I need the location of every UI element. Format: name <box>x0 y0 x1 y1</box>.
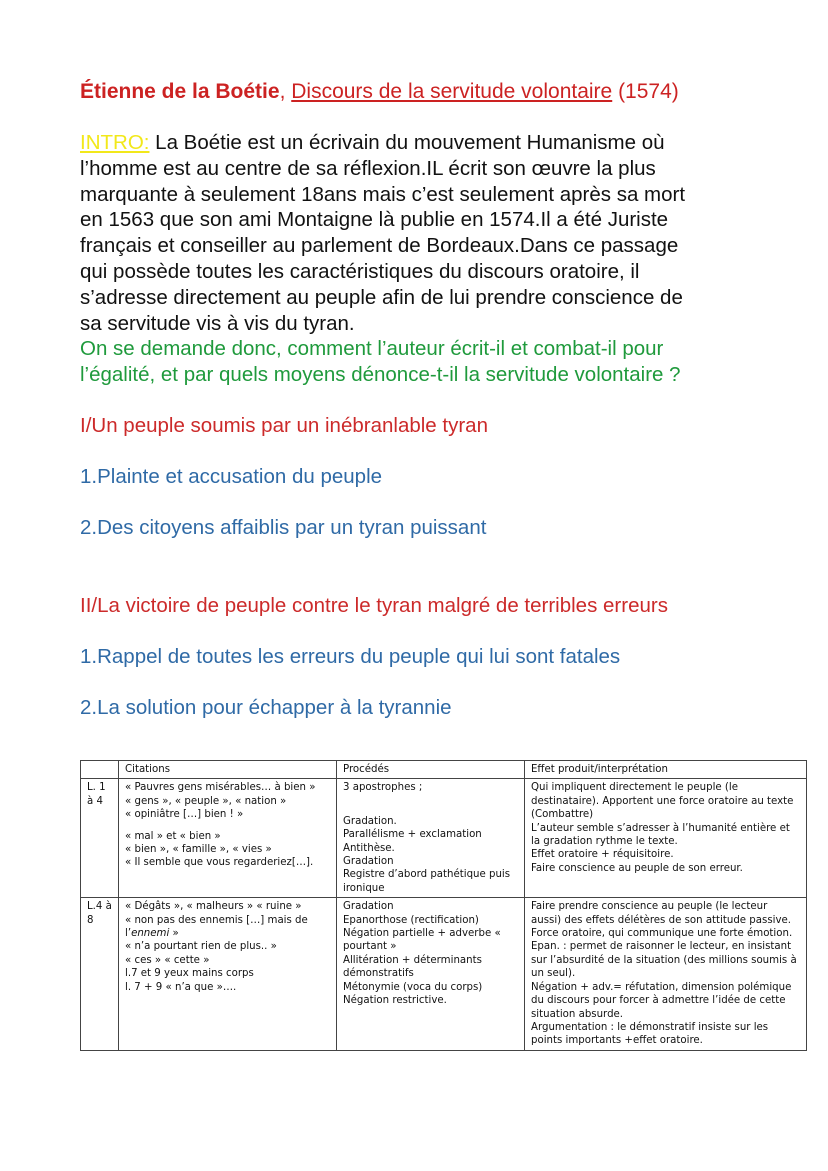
citation: l.7 et 9 yeux mains corps <box>125 968 254 980</box>
intro-line: français et conseiller au parlement de Bordeaux.Dans ce passage <box>80 234 679 258</box>
problematic-line: On se demande donc, comment l’auteur écrit-il et combat-il pour <box>80 337 664 361</box>
cell-citations <box>119 779 337 898</box>
document-title <box>80 80 679 104</box>
procede: Gradation. <box>343 815 397 827</box>
citation-text: « non pas des ennemis […] mais de l’ <box>125 914 308 940</box>
title-separator: , <box>279 80 292 103</box>
citation: « opiniâtre […] bien ! » <box>125 809 244 821</box>
procede: Métonymie (voca du corps) <box>343 981 483 993</box>
header-procedes: Procédés <box>337 761 525 779</box>
work-year: (1574) <box>612 80 679 103</box>
intro-line: La Boétie est un écrivain du mouvement Humanisme où <box>149 131 665 154</box>
effet: Qui impliquent directement le peuple (le destinataire). Apportent une force oratoire au texte (Combattre) <box>531 782 794 821</box>
effet: Faire prendre conscience au peuple (le lecteur aussi) des effets délétères de son attitude passive. Force oratoire, qui communique une forte émotion. <box>531 901 793 940</box>
citation: « mal » et « bien » <box>125 830 221 842</box>
line-ref: 8 <box>87 914 94 926</box>
effet: Négation + adv.= réfutation, dimension polémique du discours pour forcer à admettre l’idée de cette situation absurde. <box>531 981 792 1020</box>
author-name: Étienne de la Boétie <box>80 80 280 103</box>
cell-procedes <box>337 779 525 898</box>
line-ref: L.4 à <box>87 901 112 913</box>
intro-label: INTRO: <box>80 131 150 154</box>
table-header-row <box>81 761 807 779</box>
citation: l. 7 + 9 « n’a que »…. <box>125 981 237 993</box>
procede: Parallélisme + exclamation <box>343 829 482 841</box>
effet: Effet oratoire + réquisitoire. <box>531 849 674 861</box>
intro-line: s’adresse directement au peuple afin de lui prendre conscience de <box>80 285 683 309</box>
citation <box>125 914 330 941</box>
citation-italic: ennemi <box>131 928 170 940</box>
cell-effets <box>525 898 807 1050</box>
plan-part-2-sub-2: 2.La solution pour échapper à la tyrannie <box>80 696 452 719</box>
plan-part-1-sub-2: 2.Des citoyens affaiblis par un tyran puissant <box>80 516 487 539</box>
cell-citations <box>119 898 337 1050</box>
cell-lines <box>81 898 119 1050</box>
plan-part-2: II/La victoire de peuple contre le tyran malgré de terribles erreurs <box>80 594 668 617</box>
intro-line: marquante à seulement 18ans mais c’est seulement après sa mort <box>80 182 686 206</box>
effet: Epan. : permet de raisonner le lecteur, en insistant sur l’absurdité de la situation (des millions soumis à un seul). <box>531 941 797 980</box>
plan-part-1: I/Un peuple soumis par un inébranlable tyran <box>80 414 488 437</box>
procede: Antithèse. <box>343 842 395 854</box>
procede: Allitération + déterminants démonstratifs <box>343 954 482 980</box>
citation: « gens », « peuple », « nation » <box>125 795 287 807</box>
effet: Argumentation : le démonstratif insiste sur les points importants +effet oratoire. <box>531 1021 769 1047</box>
citation: « Dégâts », « malheurs » « ruine » <box>125 901 302 913</box>
procede: Négation restrictive. <box>343 995 447 1007</box>
procede: Epanorthose (rectification) <box>343 914 479 926</box>
analysis-table <box>80 760 807 1051</box>
plan-part-2-sub-1: 1.Rappel de toutes les erreurs du peuple qui lui sont fatales <box>80 645 621 668</box>
cell-lines <box>81 779 119 898</box>
citation: « Pauvres gens misérables… à bien » <box>125 782 316 794</box>
citation: « Il semble que vous regarderiez[…]. <box>125 857 314 869</box>
intro-paragraph <box>80 130 685 388</box>
table-row <box>81 898 807 1050</box>
procede: 3 apostrophes ; <box>343 782 423 794</box>
header-effets: Effet produit/interprétation <box>525 761 807 779</box>
cell-effets <box>525 779 807 898</box>
intro-line: l’homme est au centre de sa réflexion.IL écrit son œuvre la plus <box>80 156 656 180</box>
line-ref: à 4 <box>87 795 103 807</box>
header-citations: Citations <box>119 761 337 779</box>
procede: Registre d’abord pathétique puis ironique <box>343 869 511 894</box>
intro-line: qui possède toutes les caractéristiques du discours oratoire, il <box>80 259 640 283</box>
intro-line: en 1563 que son ami Montaigne là publie en 1574.Il a été Juriste <box>80 208 669 232</box>
effet: L’auteur semble s’adresser à l’humanité entière et la gradation rythme le texte. <box>531 822 790 848</box>
citation: « ces » « cette » <box>125 954 210 966</box>
effet: Faire conscience au peuple de son erreur. <box>531 862 743 874</box>
plan-part-1-sub-1: 1.Plainte et accusation du peuple <box>80 465 383 488</box>
citation-text: » <box>169 928 179 940</box>
citation: « bien », « famille », « vies » <box>125 844 272 856</box>
procede: Gradation <box>343 856 394 868</box>
line-ref: L. 1 <box>87 782 106 794</box>
work-title: Discours de la servitude volontaire <box>291 80 613 103</box>
header-lines <box>81 761 119 779</box>
intro-line: sa servitude vis à vis du tyran. <box>80 311 355 335</box>
procede: Gradation <box>343 901 394 913</box>
procede: Négation partielle + adverbe « pourtant » <box>343 928 501 953</box>
problematic-line: l’égalité, et par quels moyens dénonce-t-il la servitude volontaire ? <box>80 363 681 387</box>
cell-procedes <box>337 898 525 1050</box>
citation: « n’a pourtant rien de plus.. » <box>125 941 277 953</box>
table-row <box>81 779 807 898</box>
